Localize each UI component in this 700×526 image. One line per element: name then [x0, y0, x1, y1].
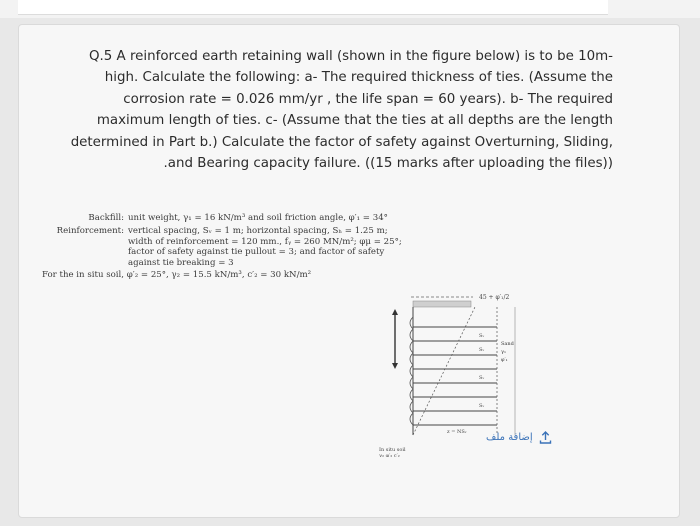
sand-friction-label: φ′₁	[501, 357, 508, 363]
height-arrow-head-down	[392, 363, 398, 369]
question-line-2: high. Calculate the following: a- The required thickness of ties. (Assume the	[104, 70, 613, 86]
reinforcement-line-2: width of reinforcement = 120 mm., fᵧ = 260 MN/m²; φμ = 25°;	[128, 236, 402, 247]
add-file-label[interactable]: إضافة ملف	[486, 432, 533, 443]
backfill-text: unit weight, γ₁ = 16 kN/m³ and soil friction angle, φ′₁ = 34°	[128, 213, 388, 223]
reinforcement-row	[42, 226, 388, 237]
question-line-1: Q.5 A reinforced earth retaining wall (shown in the figure below) is to be 10m-	[88, 49, 613, 64]
sv-label-1: Sᵥ	[479, 333, 485, 339]
depth-label: z = NSᵥ	[447, 429, 467, 435]
failure-plane	[413, 307, 475, 435]
reinforcement-line-3: factor of safety against tie pullout = 3; and factor of safety	[128, 247, 385, 258]
reinforcement-line-4: against tie breaking = 3	[128, 257, 234, 268]
surface-hatch	[413, 301, 471, 307]
question-line-3: corrosion rate = 0.026 mm/yr , the life span = 60 years). b- The required	[123, 91, 613, 107]
add-file-button[interactable]	[486, 431, 552, 444]
question-card	[18, 24, 680, 518]
top-dimension-label: 45 + φ′₁/2	[479, 294, 510, 301]
previous-question-card-edge	[18, 0, 608, 15]
sv-label-4: Sᵥ	[479, 403, 485, 409]
sand-unit-weight-label: γ₁	[501, 349, 506, 355]
height-arrow-head-up	[392, 309, 398, 315]
insitu-label-1: In situ soil	[379, 447, 406, 453]
top-strip	[0, 0, 700, 18]
sand-label: Sand	[501, 341, 514, 347]
backfill-label: Backfill:	[88, 213, 124, 223]
question-line-6: .and Bearing capacity failure. ((15 marks after uploading the files))	[163, 156, 613, 172]
insitu-label-2: γ₂ φ′₂ c′₂	[379, 453, 400, 457]
insitu-soil-text: For the in situ soil, φ′₂ = 25°, γ₂ = 15.5 kN/m³, c′₂ = 30 kN/m²	[42, 270, 312, 281]
backfill-row	[42, 213, 388, 223]
question-line-4: maximum length of ties. c- (Assume that the ties at all depths are the length	[96, 113, 613, 129]
question-line-5: determined in Part b.) Calculate the factor of safety against Overturning, Sliding,	[70, 134, 613, 150]
question-text	[41, 46, 613, 174]
upload-icon	[539, 431, 552, 444]
sv-label-2: Sᵥ	[479, 347, 485, 353]
given-data-block	[42, 213, 402, 281]
reinforcement-label: Reinforcement:	[56, 226, 124, 237]
reinforcement-line-1: vertical spacing, Sᵥ = 1 m; horizontal spacing, Sₕ = 1.25 m;	[128, 226, 388, 237]
sv-label-3: Sᵥ	[479, 375, 485, 381]
